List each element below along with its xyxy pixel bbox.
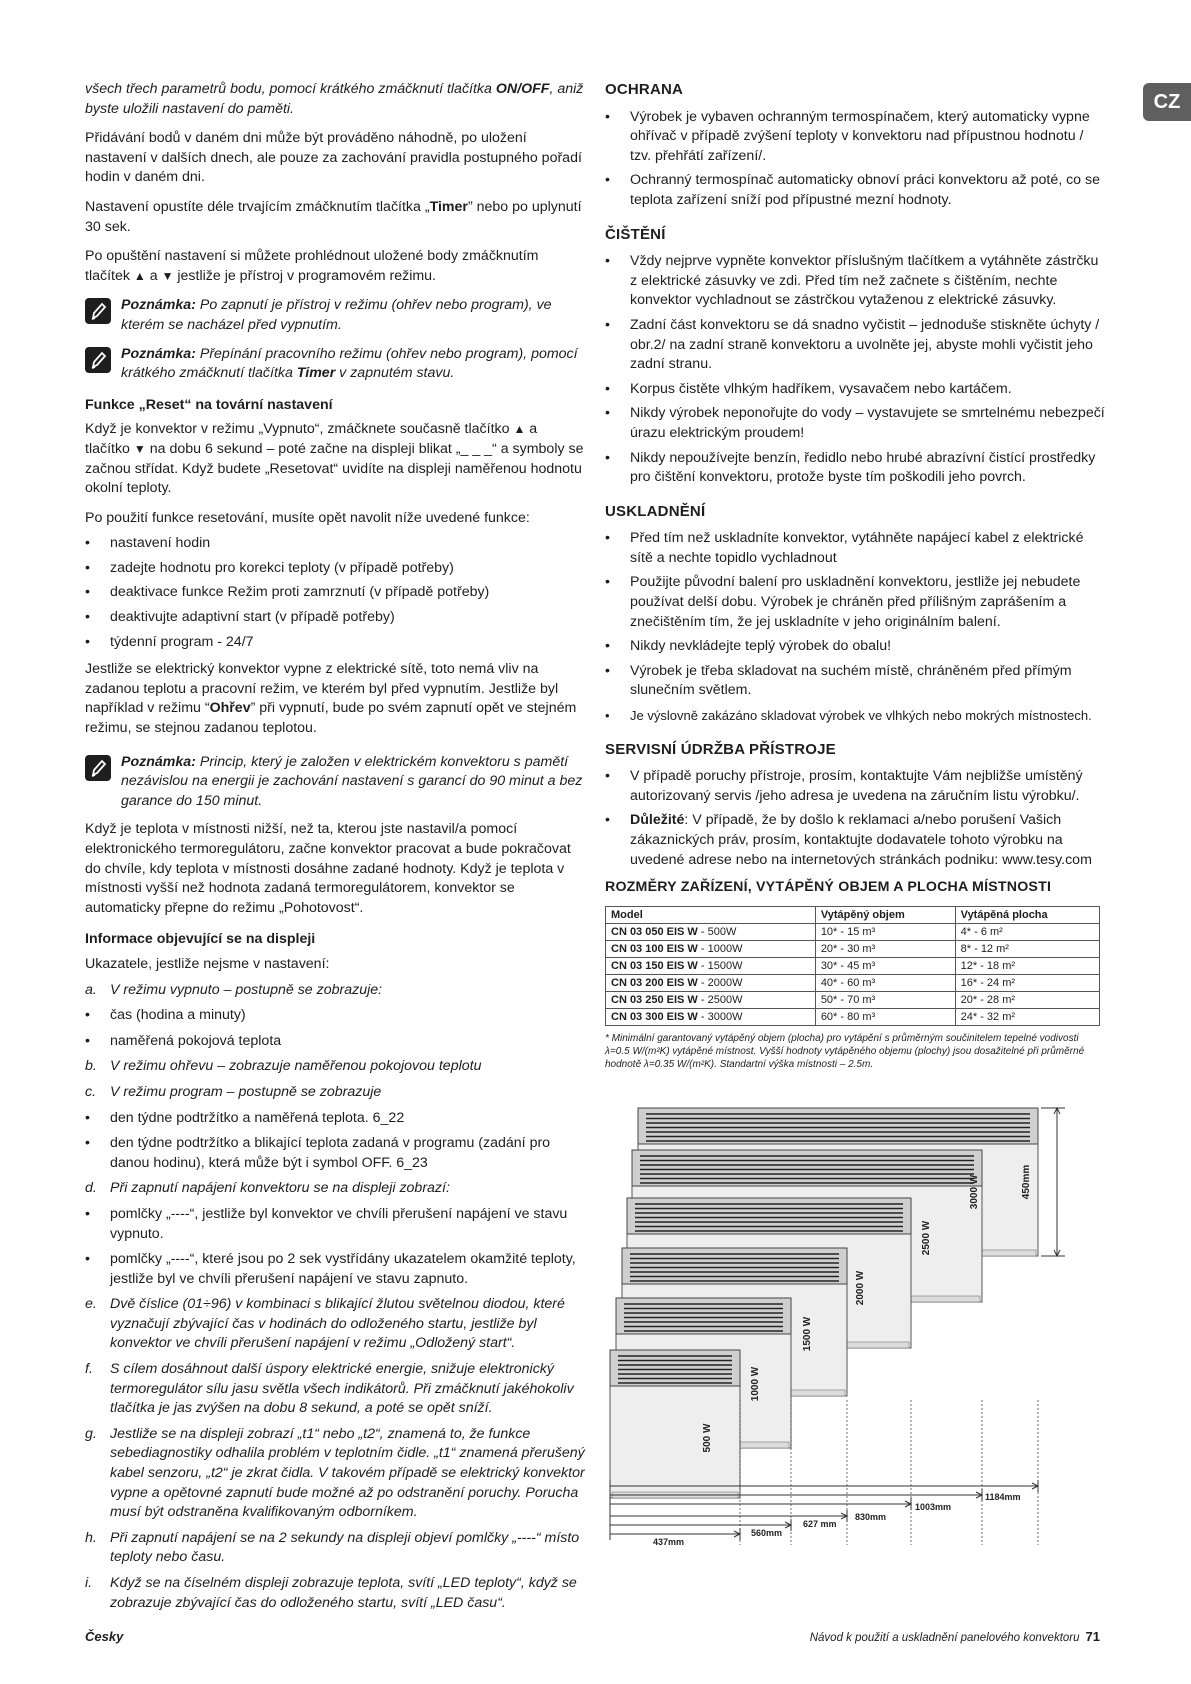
cleaning-list: [605, 252, 1105, 488]
cell-model: CN 03 100 EIS W - 1000W: [606, 940, 816, 957]
list-item: [85, 1032, 585, 1052]
list-marker: •: [85, 1251, 90, 1268]
list-item: [85, 1529, 585, 1568]
list-item: • Je výslovně zakázáno skladovat výrobek ve vlhkých nebo mokrých místnostech.: [605, 706, 1105, 726]
note-1: Poznámka: Po zapnutí je přístroj v režimu (ohřev nebo program), ve kterém se nacházel před vypnutím.: [85, 296, 585, 335]
list-text: pomlčky „----“, jestliže byl konvektor ve chvíli přerušení napájení ve stavu vypnuto.: [110, 1205, 568, 1242]
pencil-icon: [85, 755, 111, 781]
list-item: • deaktivujte adaptivní start (v případě potřeby): [85, 608, 585, 628]
width-label: 830mm: [855, 1512, 887, 1522]
list-text: Při zapnutí napájení konvektoru se na displeji zobrazí:: [110, 1180, 450, 1197]
width-label: 1184mm: [985, 1492, 1021, 1502]
language-tab: CZ: [1143, 83, 1191, 121]
convector-dimensions-diagram: [605, 1100, 1075, 1570]
list-text: naměřená pokojová teplota: [110, 1032, 282, 1049]
service-list: [605, 767, 1105, 870]
cell-volume: 50* - 70 m³: [815, 991, 955, 1008]
table-row: [606, 974, 1100, 991]
list-text: V režimu vypnuto – postupně se zobrazuje:: [110, 981, 383, 998]
page-number: 71: [1085, 1629, 1100, 1644]
pencil-icon: [85, 298, 111, 324]
cell-model: CN 03 150 EIS W - 1500W: [606, 957, 816, 974]
table-header: Model: [606, 906, 816, 923]
cell-area: 8* - 12 m²: [955, 940, 1099, 957]
cell-model: CN 03 250 EIS W - 2500W: [606, 991, 816, 1008]
table-row: [606, 923, 1100, 940]
list-item: [85, 1057, 585, 1077]
service-heading: SERVISNÍ ÚDRŽBA PŘÍSTROJE: [605, 740, 836, 758]
width-label: 437mm: [653, 1537, 685, 1547]
reset-list: [85, 534, 585, 652]
list-marker: g.: [85, 1425, 97, 1442]
list-item: • Důležité: V případě, že by došlo k reklamaci a/nebo porušení Vašich zákaznických práv, prosím, kontaktujte dodavatele tohoto výrobku na uvedené adrese nebo na internetových stránkách podniku: www.tesy.com: [605, 811, 1105, 870]
list-text: Při zapnutí napájení se na 2 sekundy na displeji objeví pomlčky „----“ místo teploty nebo času.: [110, 1529, 580, 1566]
cell-volume: 30* - 45 m³: [815, 957, 955, 974]
paragraph-6: Když je teplota v místnosti nižší, než ta, kterou jste nastavil/a pomocí elektronického termoregulátoru, začne konvektor pracovat a bude pokračovat do chvíle, kdy teplota v místnosti dosáhne zadané hodnoty. Když je teplota v místnosti vyšší než hodnota zadaná termoregulátorem, konvektor se automaticky přepne do režimu „Pohotovost“.: [85, 821, 571, 916]
table-row: [606, 940, 1100, 957]
list-item: [85, 1250, 585, 1289]
list-text: V režimu ohřevu – zobrazuje naměřenou pokojovou teplotu: [110, 1058, 482, 1075]
list-item: • Vždy nejprve vypněte konvektor příslušným tlačítkem a vytáhněte zástrčku z elektrické zásuvky ve zdi. Před tím než začnete s čištěním, nechte konvektor vychladnout se zástrčkou vytaženou z elektrické zásuvky.: [605, 252, 1105, 311]
list-marker: •: [85, 1007, 90, 1024]
watt-label: 1000 W: [750, 1366, 761, 1402]
pencil-icon: [85, 347, 111, 373]
cell-volume: 60* - 80 m³: [815, 1008, 955, 1025]
right-column: [605, 80, 1105, 1071]
list-item: • Nikdy nepoužívejte benzín, ředidlo nebo hrubé abrazívní čistící prostředky pro čištění konvektoru, protože byste tím poškodili jeho povrch.: [605, 449, 1105, 488]
list-text: S cílem dosáhnout další úspory elektrické energie, snižuje elektronický termoregulátor sílu jasu světla všech indikátorů. Při zmáčknutí jakéhokoliv tlačítka je jas zvýšen na dobu 8 sekund, a poté se opět sníží.: [110, 1361, 574, 1417]
cell-volume: 40* - 60 m³: [815, 974, 955, 991]
list-item: • deaktivace funkce Režim proti zamrznutí (v případě potřeby): [85, 583, 585, 603]
list-item: • Nikdy nevkládejte teplý výrobek do obalu!: [605, 637, 1105, 657]
heaters-group: [610, 1108, 1038, 1498]
list-item: • Nikdy výrobek neponořujte do vody – vystavujete se smrtelnému nebezpečí úrazu elektrickým proudem!: [605, 404, 1105, 443]
list-item: [85, 981, 585, 1001]
info-heading: Informace objevující se na displeji: [85, 931, 316, 948]
list-item: • týdenní program - 24/7: [85, 633, 585, 653]
width-label: 560mm: [751, 1528, 783, 1538]
paragraph-4: Po opuštění nastavení si můžete prohlédnout uložené body zmáčknutím tlačítek ▲ a ▼ jestliže je přístroj v programovém režimu.: [85, 247, 585, 286]
heater-1: [610, 1350, 740, 1498]
cell-area: 12* - 18 m²: [955, 957, 1099, 974]
reset-paragraph-1: Když je konvektor v režimu „Vypnuto“, zmáčknete současně tlačítko ▲ a tlačítko ▼ na dobu 6 sekund – poté začne na displeji blikat „_ _ _“ a symboly se začnou střídat. Když budete „Resetovat“ uvidíte na displeji naměřenou hodnotu okolní teploty.: [85, 421, 584, 497]
list-item: [85, 1295, 585, 1354]
list-text: pomlčky „----“, které jsou po 2 sek vystřídány ukazatelem okamžité teploty, jestliže byl ve chvíli přerušení napájení ve stavu zapnuto.: [110, 1251, 576, 1287]
down-arrow-icon: ▼: [133, 441, 146, 456]
cell-model: CN 03 050 EIS W - 500W: [606, 923, 816, 940]
list-item: [85, 1134, 585, 1173]
list-marker: c.: [85, 1083, 97, 1100]
note-3: Poznámka: Princip, který je založen v elektrickém konvektoru s pamětí nezávislou na energii je zachování nastavení s garancí do 90 minut a bez garance do 150 minut.: [85, 753, 585, 812]
list-item: • Korpus čistěte vlhkým hadříkem, vysavačem nebo kartáčem.: [605, 380, 1105, 400]
list-item: [85, 1205, 585, 1244]
list-item: • V případě poruchy přístroje, prosím, kontaktujte Vám nejbližše umístěný autorizovaný servis /jeho adresa je uvedena na záručním listu výrobku/.: [605, 767, 1105, 806]
watt-label: 500 W: [702, 1423, 713, 1453]
down-arrow-icon: ▼: [161, 268, 174, 283]
list-item: [85, 1006, 585, 1026]
cell-area: 16* - 24 m²: [955, 974, 1099, 991]
cell-volume: 10* - 15 m³: [815, 923, 955, 940]
list-marker: •: [85, 1135, 90, 1152]
list-marker: f.: [85, 1361, 93, 1378]
watt-label: 1500 W: [802, 1316, 813, 1352]
cell-area: 24* - 32 m²: [955, 1008, 1099, 1025]
list-marker: •: [85, 1109, 90, 1126]
watt-label: 3000 W: [969, 1174, 980, 1210]
table-footnote: * Minimální garantovaný vytápěný objem (plocha) pro vytápění s průměrným součinitelem tepelné vodivosti λ=0.5 W/(m²K) vytápěné místnost. Vyšší hodnoty vytápěného objemu (plochy) jsou dosažitelné při průměrné hodnotě λ=0.35 W/(m²K). Standartní výška místnosti – 2.5m.: [605, 1032, 1085, 1070]
list-marker: h.: [85, 1529, 97, 1546]
list-marker: •: [85, 1205, 90, 1222]
list-marker: a.: [85, 981, 97, 998]
list-marker: b.: [85, 1058, 97, 1075]
list-item: • Zadní část konvektoru se dá snadno vyčistit – jednoduše stiskněte úchyty / obr.2/ na zadní straně konvektoru a uvolněte jej, abyste mohli vyčistit jeho zadní stranu.: [605, 316, 1105, 375]
dimensions-table: [605, 906, 1100, 1026]
protection-heading: OCHRANA: [605, 81, 684, 98]
up-arrow-icon: ▲: [513, 422, 526, 437]
list-text: Když se na číselném displeji zobrazuje teplota, svítí „LED teploty“, když se zobrazuje zbývající čas do odloženého startu, svítí „LED času“.: [110, 1575, 577, 1611]
table-row: [606, 1008, 1100, 1025]
paragraph-5: Jestliže se elektrický konvektor vypne z elektrické sítě, toto nemá vliv na zadanou teplotu a pracovní režim, ve kterém byl před vypnutím. Jestliže byl například v režimu “Ohřev” při vypnutí, bude po svém zapnutí opět ve stejném režimu, se stejnou zadanou teplotou.: [85, 661, 577, 737]
list-text: Dvě číslice (01÷96) v kombinaci s blikající žlutou světelnou diodou, které vyznačují zbývající čas v hodinách do odloženého startu, jestliže byl konvektor ve chvíli přerušení napájení v režimu „Odložený start“.: [110, 1296, 565, 1352]
list-marker: d.: [85, 1180, 97, 1197]
protection-list: [605, 108, 1105, 211]
list-text: den týdne podtržítko a blikající teplota zadaná v programu (zadání pro danou hodinu), která může být i symbol OFF. 6_23: [110, 1135, 551, 1171]
list-item: [85, 1360, 585, 1419]
width-label: 1003mm: [915, 1502, 952, 1512]
up-arrow-icon: ▲: [133, 268, 146, 283]
list-item: • Výrobek je vybaven ochranným termospínačem, který automaticky vypne ohřívač v případě zvýšení teploty v konvektoru nad přípustnou hodnotu / tzv. přehřátí zařízení/.: [605, 108, 1105, 167]
list-item: [85, 1083, 585, 1103]
list-item: • zadejte hodnotu pro korekci teploty (v případě potřeby): [85, 559, 585, 579]
storage-heading: USKLADNĚNÍ: [605, 502, 706, 520]
list-item: • nastavení hodin: [85, 534, 585, 554]
list-item: [85, 1109, 585, 1129]
table-header: Vytápěná plocha: [955, 906, 1099, 923]
cell-area: 20* - 28 m²: [955, 991, 1099, 1008]
list-marker: •: [85, 1032, 90, 1049]
list-item: • Použijte původní balení pro uskladnění konvektoru, jestliže jej nebudete používat delší dobu. Výrobek je chráněn před přílišným zaprášením a znečištěním tím, že jej uskladníte v jeho originálním balení.: [605, 573, 1105, 632]
dimensions-heading: ROZMĚRY ZAŘÍZENÍ, VYTÁPĚNÝ OBJEM A PLOCHA MÍSTNOSTI: [605, 879, 1052, 896]
reset-paragraph-2: Po použití funkce resetování, musíte opět navolit níže uvedené funkce:: [85, 509, 530, 526]
list-item: [85, 1574, 585, 1613]
storage-list: [605, 529, 1105, 725]
list-text: den týdne podtržítko a naměřená teplota. 6_22: [110, 1109, 405, 1126]
info-intro: Ukazatele, jestliže nejsme v nastavení:: [85, 955, 330, 972]
list-item: • Ochranný termospínač automaticky obnoví práci konvektoru až poté, co se teplota zařízení sníží pod přípustné mezní hodnoty.: [605, 171, 1105, 210]
left-column: [85, 80, 585, 1619]
reset-heading: Funkce „Reset“ na tovární nastavení: [85, 396, 333, 413]
footer-language: Česky: [85, 1629, 124, 1644]
footer-title: Návod k použití a uskladnění panelového konvektoru 71: [809, 1629, 1100, 1644]
table-row: [606, 957, 1100, 974]
cell-area: 4* - 6 m²: [955, 923, 1099, 940]
note-2: Poznámka: Přepínání pracovního režimu (ohřev nebo program), pomocí krátkého zmáčknutí tlačítka Timer v zapnutém stavu.: [85, 345, 585, 384]
list-marker: i.: [85, 1575, 93, 1591]
table-header: Vytápěný objem: [815, 906, 955, 923]
list-text: V režimu program – postupně se zobrazuje: [110, 1083, 382, 1100]
watt-label: 2000 W: [855, 1270, 866, 1306]
cell-model: CN 03 200 EIS W - 2000W: [606, 974, 816, 991]
list-item: • Před tím než uskladníte konvektor, vytáhněte napájecí kabel z elektrické sítě a nechte topidlo vychladnout: [605, 529, 1105, 568]
paragraph-2: Přidávání bodů v daném dni může být prováděno náhodně, po uložení nastavení v dalších dnech, ale pouze za zachování pravidla postupného pořadí hodin v daném dni.: [85, 130, 582, 186]
table-row: [606, 991, 1100, 1008]
watt-label: 2500 W: [921, 1220, 932, 1256]
list-text: čas (hodina a minuty): [110, 1007, 246, 1024]
list-item: [85, 1179, 585, 1199]
cell-model: CN 03 300 EIS W - 3000W: [606, 1008, 816, 1025]
paragraph-3: Nastavení opustíte déle trvajícím zmáčknutím tlačítka „Timer” nebo po uplynutí 30 sek.: [85, 198, 582, 235]
paragraph-1: všech třech parametrů bodu, pomocí krátkého zmáčknutí tlačítka ON/OFF, aniž byste uložili nastavení do paměti.: [85, 81, 584, 117]
height-label: 450mm: [1021, 1164, 1032, 1200]
cell-volume: 20* - 30 m³: [815, 940, 955, 957]
width-label: 627 mm: [803, 1519, 837, 1529]
list-text: Jestliže se na displeji zobrazí „t1“ nebo „t2“, znamená to, že funkce sebediagnostiky odhalila problém v teplotním čidle. „t1“ znamená přerušený kabel senzoru, „t2“ je zkrat čidla. V takovém případě se elektrický konvektor vypne a opětovné zapnutí bude možné až po odstranění poruchy. Porucha musí být odstraněna kvalifikovaným odborníkem.: [110, 1425, 585, 1521]
list-marker: e.: [85, 1296, 97, 1313]
cleaning-heading: ČIŠTĚNÍ: [605, 225, 666, 243]
info-list: [85, 981, 585, 1614]
list-item: [85, 1425, 585, 1523]
list-item: • Výrobek je třeba skladovat na suchém místě, chráněném před přímým slunečním světlem.: [605, 662, 1105, 701]
